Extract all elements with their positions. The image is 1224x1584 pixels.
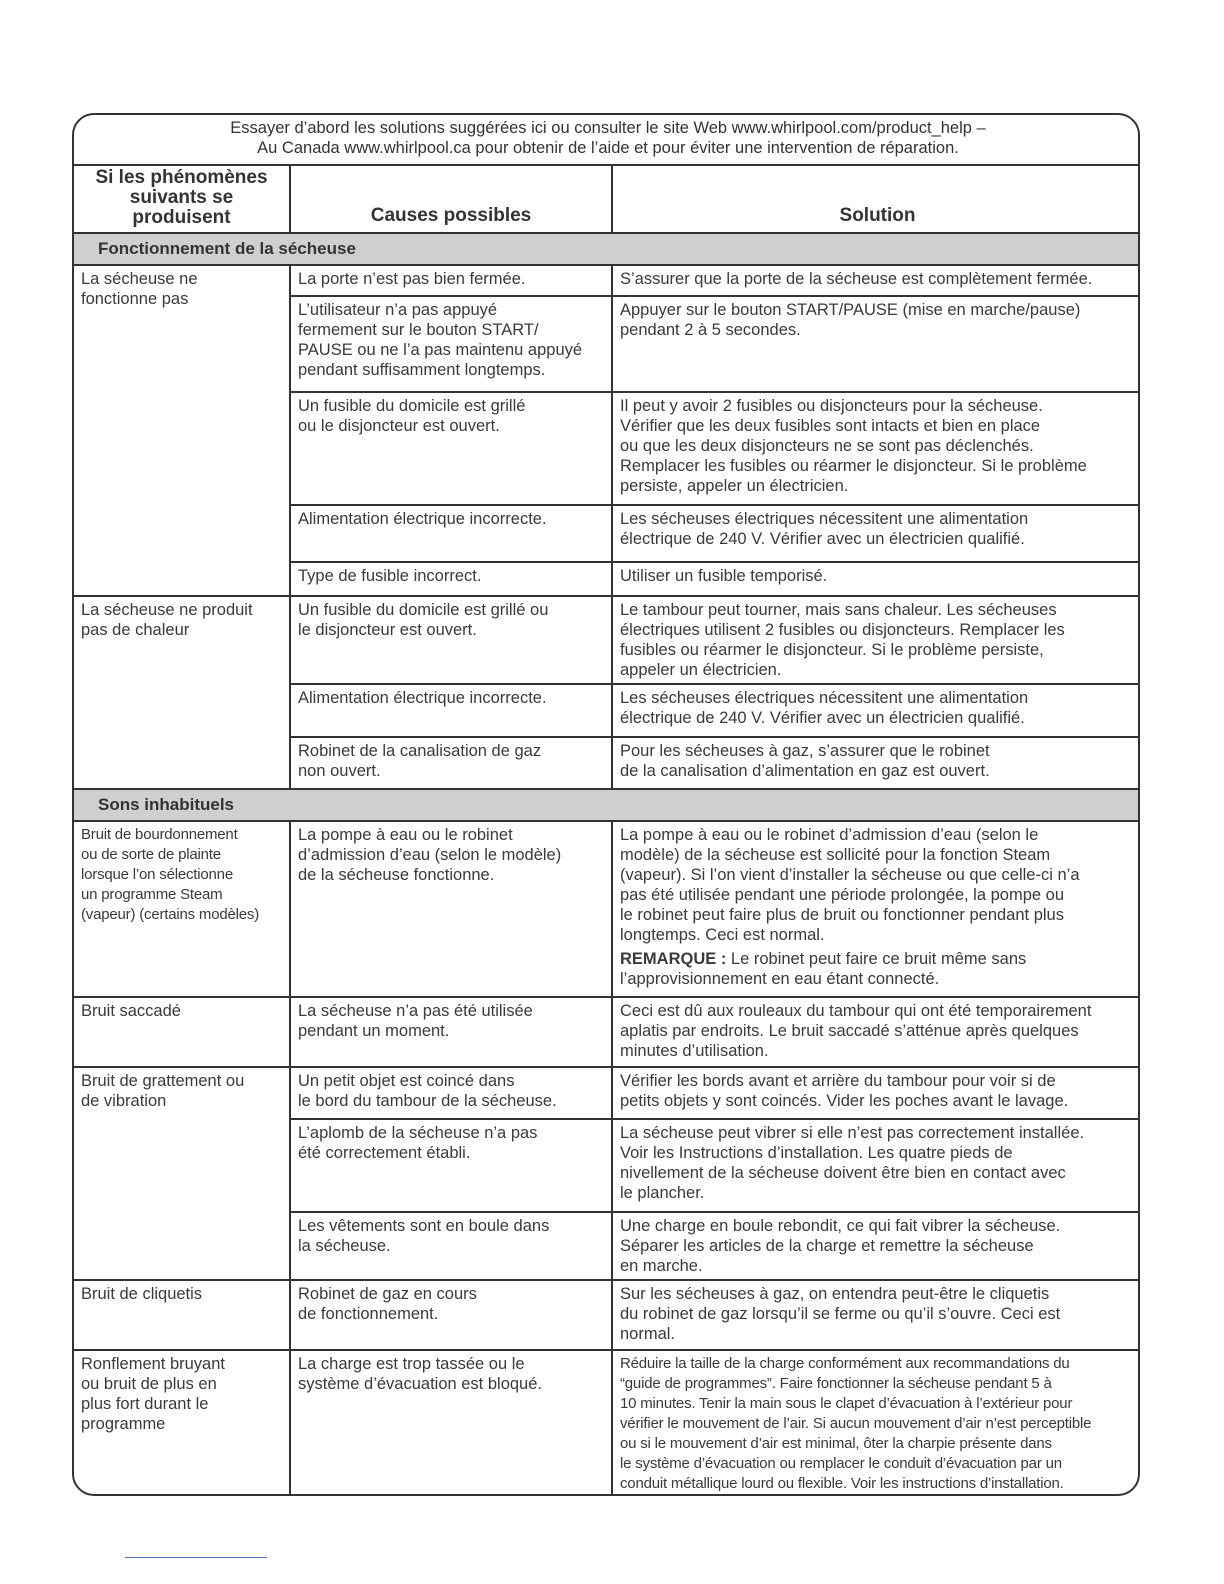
symptom-text: Ronflement bruyant ou bruit de plus en plus fort durant le programme	[81, 1355, 225, 1433]
header-cause: Causes possibles	[290, 165, 612, 233]
cause-cell	[290, 296, 612, 392]
symptom-text: La sécheuse ne produit pas de chaleur	[81, 601, 253, 639]
cause-text: La charge est trop tassée ou le système d’évacuation est bloqué.	[298, 1355, 542, 1393]
intro-line-1: Essayer d’abord les solutions suggérées ici ou consulter le site Web www.whirlpool.com/product_help –	[230, 119, 986, 137]
cause-text: L’aplomb de la sécheuse n’a pas été correctement établi.	[298, 1124, 538, 1162]
solution-cell	[612, 997, 1140, 1067]
table-row	[74, 596, 1140, 684]
cause-text: L’utilisateur n’a pas appuyé fermement sur le bouton START/ PAUSE ou ne l’a pas maintenu appuyé pendant suffisamment longtemps.	[298, 301, 583, 379]
symptom-text: La sécheuse ne fonctionne pas	[81, 270, 198, 308]
symptom-cell	[74, 997, 290, 1067]
cause-cell	[290, 1212, 612, 1280]
troubleshooting-table-frame	[72, 113, 1140, 1496]
symptom-cell	[74, 596, 290, 789]
cause-cell	[290, 392, 612, 505]
solution-cell	[612, 392, 1140, 505]
cause-cell	[290, 684, 612, 737]
solution-text: Le tambour peut tourner, mais sans chaleur. Les sécheuses électriques utilisent 2 fusibles ou disjoncteurs. Remplacer les fusibles ou réarmer le disjoncteur. Si le problème persiste, appeler un électricien.	[620, 601, 1065, 679]
cause-text: Type de fusible incorrect.	[298, 567, 482, 585]
header-symptom	[74, 165, 290, 233]
table-row	[74, 997, 1140, 1067]
solution-cell	[612, 737, 1140, 789]
solution-text: Utiliser un fusible temporisé.	[620, 567, 828, 585]
solution-cell	[612, 1212, 1140, 1280]
cause-text: Les vêtements sont en boule dans la sécheuse.	[298, 1217, 550, 1255]
note-paragraph	[620, 949, 1135, 989]
cause-cell	[290, 1067, 612, 1119]
solution-text: Pour les sécheuses à gaz, s’assurer que le robinet de la canalisation d’alimentation en gaz est ouvert.	[620, 742, 990, 780]
intro-text	[74, 115, 1140, 165]
note-text: Le robinet peut faire ce bruit même sans l’approvisionnement en eau étant connecté.	[620, 950, 1027, 988]
cause-cell	[290, 737, 612, 789]
cause-cell	[290, 821, 612, 997]
header-symptom-label: Si les phénomènes suivants se produisent	[95, 167, 268, 228]
cause-cell	[290, 596, 612, 684]
symptom-cell	[74, 265, 290, 596]
cause-text: Un petit objet est coincé dans le bord du tambour de la sécheuse.	[298, 1072, 557, 1110]
cause-text: Robinet de gaz en cours de fonctionnement.	[298, 1285, 477, 1323]
solution-cell	[612, 265, 1140, 296]
cause-cell	[290, 562, 612, 596]
intro-line-2: Au Canada www.whirlpool.ca pour obtenir de l’aide et pour éviter une intervention de réparation.	[257, 139, 959, 157]
solution-cell	[612, 684, 1140, 737]
cause-text: Alimentation électrique incorrecte.	[298, 510, 547, 528]
cause-text: Un fusible du domicile est grillé ou le disjoncteur est ouvert.	[298, 601, 549, 639]
table-row	[74, 265, 1140, 296]
solution-text: Il peut y avoir 2 fusibles ou disjoncteurs pour la sécheuse. Vérifier que les deux fusibles sont intacts et bien en place ou que les deux disjoncteurs ne se sont pas déclenchés. Remplacer les fusibles ou réarmer le disjoncteur. Si le problème persiste, appeler un électricien.	[620, 397, 1087, 495]
solution-text: Vérifier les bords avant et arrière du tambour pour voir si de petits objets y sont coincés. Vider les poches avant le lavage.	[620, 1072, 1069, 1110]
header-solution: Solution	[612, 165, 1140, 233]
solution-cell	[612, 505, 1140, 562]
solution-text: Ceci est dû aux rouleaux du tambour qui ont été temporairement aplatis par endroits. Le bruit saccadé s’atténue après quelques minutes d’utilisation.	[620, 1002, 1092, 1060]
solution-text: La sécheuse peut vibrer si elle n’est pas correctement installée. Voir les Instructions d’installation. Les quatre pieds de nivellement de la sécheuse doivent être bien en contact avec le plancher.	[620, 1124, 1085, 1202]
solution-text: Appuyer sur le bouton START/PAUSE (mise en marche/pause) pendant 2 à 5 secondes.	[620, 301, 1081, 339]
section-title-operation: Fonctionnement de la sécheuse	[74, 233, 1140, 265]
solution-text: Les sécheuses électriques nécessitent une alimentation électrique de 240 V. Vérifier avec un électricien qualifié.	[620, 510, 1029, 548]
cause-cell	[290, 1119, 612, 1212]
solution-cell	[612, 296, 1140, 392]
cause-text: La porte n’est pas bien fermée.	[298, 270, 526, 288]
solution-text: Une charge en boule rebondit, ce qui fait vibrer la sécheuse. Séparer les articles de la charge et remettre la sécheuse en marche.	[620, 1217, 1061, 1275]
solution-cell	[612, 562, 1140, 596]
solution-text: Les sécheuses électriques nécessitent une alimentation électrique de 240 V. Vérifier avec un électricien qualifié.	[620, 689, 1029, 727]
symptom-text: Bruit de bourdonnement ou de sorte de plainte lorsque l’on sélectionne un programme Steam (vapeur) (certains modèles)	[81, 826, 259, 923]
cause-cell	[290, 997, 612, 1067]
symptom-cell	[74, 1280, 290, 1350]
table-row	[74, 1067, 1140, 1119]
section-title-sounds: Sons inhabituels	[74, 789, 1140, 821]
symptom-text: Bruit saccadé	[81, 1002, 181, 1020]
cause-text: La sécheuse n’a pas été utilisée pendant un moment.	[298, 1002, 533, 1040]
solution-cell	[612, 1350, 1140, 1496]
troubleshooting-table	[74, 115, 1140, 1496]
cause-text: Alimentation électrique incorrecte.	[298, 689, 547, 707]
table-row	[74, 821, 1140, 997]
solution-text: Sur les sécheuses à gaz, on entendra peut-être le cliquetis du robinet de gaz lorsqu’il se ferme ou qu’il s’ouvre. Ceci est normal.	[620, 1285, 1061, 1343]
cause-text: Robinet de la canalisation de gaz non ouvert.	[298, 742, 542, 780]
table-row	[74, 1350, 1140, 1496]
symptom-cell	[74, 821, 290, 997]
solution-text: S’assurer que la porte de la sécheuse est complètement fermée.	[620, 270, 1093, 288]
solution-text: La pompe à eau ou le robinet d’admission d’eau (selon le modèle) de la sécheuse est sollicité pour la fonction Steam (vapeur). Si l’on vient d’installer la sécheuse ou que celle-ci n’a pas été utilisée pendant une période prolongée, la pompe ou le robinet peut faire plus de bruit ou fonctionner pendant plus longtemps. Ceci est normal.	[620, 826, 1080, 944]
cause-text: Un fusible du domicile est grillé ou le disjoncteur est ouvert.	[298, 397, 526, 435]
cause-cell	[290, 1350, 612, 1496]
symptom-cell	[74, 1067, 290, 1280]
solution-cell	[612, 1067, 1140, 1119]
cause-cell	[290, 265, 612, 296]
cause-cell	[290, 1280, 612, 1350]
solution-cell	[612, 1119, 1140, 1212]
cause-text: La pompe à eau ou le robinet d’admission d’eau (selon le modèle) de la sécheuse fonctionne.	[298, 826, 562, 884]
symptom-cell	[74, 1350, 290, 1496]
symptom-text: Bruit de grattement ou de vibration	[81, 1072, 245, 1110]
table-row	[74, 1280, 1140, 1350]
solution-cell	[612, 1280, 1140, 1350]
footer-divider	[125, 1557, 267, 1558]
solution-cell	[612, 596, 1140, 684]
cause-cell	[290, 505, 612, 562]
symptom-text: Bruit de cliquetis	[81, 1285, 203, 1303]
solution-cell	[612, 821, 1140, 997]
solution-text: Réduire la taille de la charge conformément aux recommandations du “guide de programmes”. Faire fonctionner la sécheuse pendant 5 à 10 minutes. Tenir la main sous le clapet d’évacuation à l’extérieur pour vérifier le mouvement de l’air. Si aucun mouvement d’air n’est perceptible ou si le mouvement d’air est minimal, ôter la charpie présente dans le système d’évacuation ou remplacer le conduit d’évacuation par un conduit métallique lourd ou flexible. Voir les instructions d’installation.	[620, 1355, 1092, 1492]
note-label: REMARQUE :	[620, 950, 727, 968]
